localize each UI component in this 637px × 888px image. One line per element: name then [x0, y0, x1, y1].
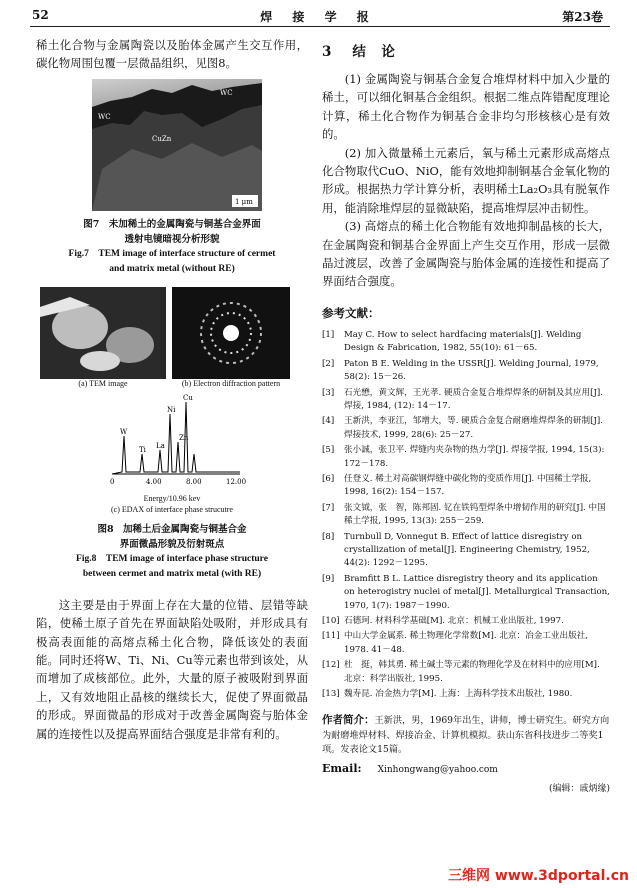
reference-item: [4] 王新洪，李亚江，邹增大，等. 硬质合金复合耐磨堆焊焊条的研制[J]. 焊接技术, 1999, 28(6): 25－27.: [322, 416, 603, 440]
fig8c-label: (c) EDAX of interface phase strucutre: [111, 504, 233, 514]
fig8a-tem-image: [40, 287, 166, 379]
section-number: 3: [322, 44, 333, 60]
fig8-caption-en-1: Fig.8 TEM image of interface phase structure: [76, 553, 268, 564]
eds-xtick-8: 8.00: [186, 477, 202, 486]
reference-item: [8] Turnbull D, Vonnegut B. Effect of lattice disregistry on crystallization of metal[J]. Engineering Chemistry, 1952, 44(2): 1292－1295.: [322, 531, 590, 569]
reference-item: [2] Paton B E. Welding in the USSR[J]. Welding Journal, 1979, 58(2): 15－26.: [322, 358, 599, 383]
fig8-caption-en-2: between cermet and matrix metal (with RE): [82, 568, 262, 579]
figure-8: [36, 287, 308, 514]
paragraph-bottom: 这主要是由于界面上存在大量的位错、层错等缺陷，使稀土原子首先在界面缺陷处吸附，并形成具有极高表面能的高熔点稀土化合物，降低该处的表面能。同时还将W、Ti、Ni、Cu等元素也带到该处，从而增加了成核部位。此外，大量的原子被吸附到界面上，又有效地阻止晶核的继续长大，促使了界面微晶的形成。界面微晶的形成对于改善金属陶瓷与胎体金属的连接性以及提高界面结合强度是非常有利的。: [36, 597, 308, 741]
reference-item: [11] 中山大学金属系. 稀土物理化学常数[M]. 北京：冶金工业出版社, 1978. 41－48.: [322, 631, 589, 655]
paragraph-top: 稀土化合物与金属陶瓷以及胎体金属产生交互作用，碳化物周围包覆一层微晶组织，见图8。: [36, 38, 308, 71]
author-label: 作者简介：: [322, 714, 375, 727]
left-column: [36, 36, 308, 743]
author-bio: [322, 713, 610, 757]
reference-item: [5] 张小誠，张卫平. 焊缝内夹杂物的热力学[J]. 焊接学报, 1994, 15(3): 172－178.: [322, 445, 605, 469]
fig7-tem-image: [92, 79, 262, 211]
page-footer: [0, 862, 637, 888]
email-label: Email:: [322, 761, 362, 775]
eds-peak-cu: Cu: [183, 393, 193, 402]
eds-xtick-12: 12.00: [226, 477, 247, 486]
fig7-label-wc-left: WC: [98, 112, 111, 121]
eds-peak-ti: Ti: [139, 445, 146, 454]
reference-item: [6] 任登义. 稀土对高碳钢焊缝中碳化物的变质作用[J]. 中国稀土学报, 1998, 16(2): 154－157.: [322, 473, 592, 498]
fig7-caption-en-2: and matrix metal (without RE): [109, 263, 235, 274]
volume-label: 第23卷: [562, 10, 603, 24]
fig7-caption-en-1: Fig.7 TEM image of interface structure of cermet: [68, 248, 276, 259]
section-title: 结 论: [352, 44, 396, 60]
page-number: 52: [32, 8, 49, 22]
fig8b-label: (b) Electron diffraction pattern: [181, 378, 281, 388]
references-heading: 参考文献：: [322, 305, 380, 320]
eds-peak-w: W: [120, 427, 128, 436]
conclusion-3: (3) 高熔点的稀土化合物能有效地抑制晶核的长大，在金属陶瓷和铜基合金界面上产生交互作用，形成一层微晶过渡层，改善了金属陶瓷与胎体金属的连接性和提高了界面结合强度。: [322, 219, 610, 289]
eds-xtick-4: 4.00: [146, 477, 162, 486]
fig7-label-cuzn: CuZn: [152, 134, 172, 143]
fig8-caption-cn-1: 图8 加稀土后金属陶瓷与铜基合金: [97, 523, 247, 535]
eds-peak-ni: Ni: [167, 405, 176, 414]
fig8-caption-cn-2: 界面微晶形貌及衍射斑点: [119, 538, 225, 550]
conclusion-2: (2) 加入微量稀土元素后，氧与稀土元素形成高熔点化合物取代CuO、NiO，能有效地抑制铜基合金氧化物的形成。根据热力学计算分析，表明稀土La₂O₃具有脱氧作用，能消除堆焊层的显微缺陷，提高堆焊层冲击韧性。: [322, 145, 610, 215]
reference-list: [322, 329, 610, 702]
fig7-caption-cn-2: 透射电镜暗视分析形貌: [124, 233, 220, 245]
reference-item: [3] 石光懋，黄文辉，王光孝. 硬质合金复合堆焊焊条的研制及其应用[J]. 焊接, 1984, (12): 14－17.: [322, 387, 603, 411]
fig7-scale-bar: 1 μm: [235, 197, 253, 206]
eds-xtick-0: 0: [110, 477, 115, 486]
section-heading: [322, 40, 610, 60]
page-header: [0, 8, 637, 28]
author-text: 王新洪，男，1969年出生，讲师，博士研究生。研究方向为耐磨堆焊材料、焊接冶金、计算机模拟。获山东省科技进步二等奖1项。发表论文15篇。: [322, 715, 610, 756]
reference-item: [13] 魏寿昆. 冶金热力学[M]. 上海：上海科学技术出版社, 1980.: [322, 689, 573, 700]
fig8c-eds-spectrum: [36, 392, 308, 492]
eds-peak-la: La: [156, 441, 165, 450]
reference-item: [10] 石德珂. 材料科学基础[M]. 北京：机械工业出版社, 1997.: [322, 616, 564, 626]
fig8b-diffraction-pattern: [172, 287, 290, 379]
right-column: [322, 36, 610, 794]
author-email: [322, 762, 610, 775]
fig7-label-wc-top: WC: [220, 88, 233, 97]
figure-7: [92, 79, 262, 211]
journal-title: 焊 接 学 报: [260, 10, 377, 24]
editor-note: (编辑：戚炳缘): [548, 783, 610, 794]
eds-xlabel: Energy/10.96 kev: [143, 493, 201, 503]
eds-peak-zn: Zn: [179, 433, 189, 442]
fig8a-label: (a) TEM image: [78, 378, 128, 388]
fig7-caption-cn-1: 图7 未加稀土的金属陶瓷与铜基合金界面: [83, 218, 261, 230]
conclusion-1: (1) 金属陶瓷与铜基合金复合堆焊材料中加入少量的稀土，可以细化铜基合金组织。根据二维点阵错配度理论计算，稀土化合物作为铜基合金非均匀形核核心是有效的。: [322, 72, 610, 142]
reference-item: [12] 杜 挺，韩其勇. 稀土碱土等元素的物理化学及在材料中的应用[M]. 北京：科学出版社, 1995.: [322, 660, 600, 684]
header-rule: [30, 26, 610, 27]
reference-item: [9] Bramfitt B L. Lattice disregistry theory and its application on heterogistry nuclei of metal[J]. Metallurgical Transaction, 1970, 1(7): 1987－1990.: [322, 573, 610, 611]
watermark: 三维网 www.3dportal.cn: [448, 868, 629, 884]
email-address: Xinhongwang@yahoo.com: [377, 764, 498, 775]
reference-item: [1] May C. How to select hardfacing materials[J]. Welding Design & Fabrication, 1982, 55(10): 61－65.: [322, 329, 582, 354]
reference-item: [7] 张文钺，张 智，陈邦固. 钇在铁钨型焊条中增韧作用的研究[J]. 中国稀土学报, 1995, 13(3): 255－259.: [322, 502, 606, 527]
